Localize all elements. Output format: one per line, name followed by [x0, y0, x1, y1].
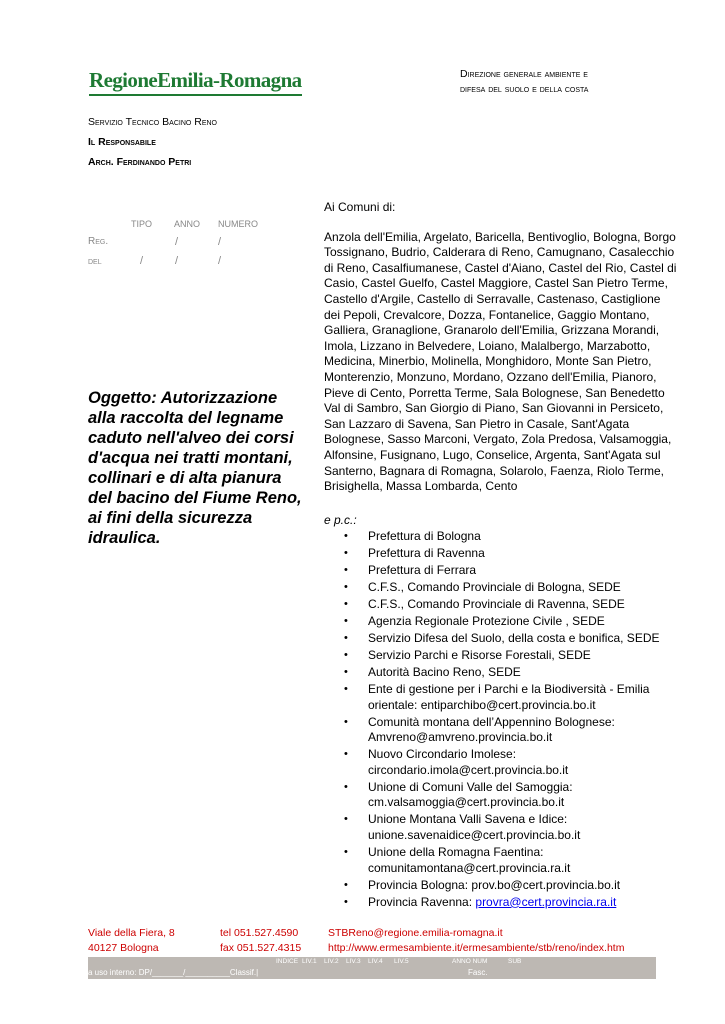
- reg-label: Reg.: [88, 236, 109, 247]
- cc-item-text: Ente di gestione per i Parchi e la Biodiversità - Emilia orientale: entiparchibo@cert.provincia.bo.it: [368, 682, 650, 712]
- responsabile-name: Arch. Ferdinando Petri: [88, 156, 192, 168]
- footer-phone: [220, 926, 301, 956]
- cc-item-text: Prefettura di Ravenna: [368, 546, 485, 561]
- del-slash-3: /: [218, 255, 222, 267]
- grey-liv2: LIV.2: [324, 958, 339, 965]
- servizio-block: [88, 112, 217, 172]
- bullet-icon: •: [344, 564, 348, 577]
- direzione-line-1: Direzione generale ambiente e: [460, 68, 588, 80]
- internal-use-bar: [88, 957, 656, 979]
- cc-item-text: Nuovo Circondario Imolese: circondario.imola@cert.provincia.bo.it: [368, 747, 569, 777]
- cc-list: [324, 529, 678, 910]
- cc-item-text: C.F.S., Comando Provinciale di Ravenna, SEDE: [368, 597, 625, 612]
- recipients-intro: Ai Comuni di:: [324, 200, 396, 214]
- provincia-ravenna-email-link[interactable]: provra@cert.provincia.ra.it: [475, 894, 617, 909]
- comuni-list: Anzola dell'Emilia, Argelato, Baricella, Bentivoglio, Bologna, Borgo Tossignano, Budrio, Calderara di Reno, Camugnano, Casalecchio di Reno, Casalfiumanese, Castel d'Aiano, Castel del Rio, Castel di Casio, Castel Guelfo, Castel Maggiore, Castel San Pietro Terme, Castello d'Argile, Castello di Serravalle, Castenaso, Castiglione dei Pepoli, Crevalcore, Dozza, Fontanelice, Gaggio Montano, Galliera, Granaglione, Granarolo dell'Emilia, Grizzana Morandi, Imola, Lizzano in Belvedere, Loiano, Malalbergo, Marzabotto, Medicina, Minerbio, Molinella, Monghidoro, Monte San Pietro, Monterenzio, Monzuno, Mordano, Ozzano dell'Emilia, Pianoro, Pieve di Cento, Porretta Terme, Sala Bolognese, San Benedetto Val di Sambro, San Giorgio di Piano, San Giovanni in Persiceto, San Lazzaro di Savena, San Pietro in Casale, Sant'Agata Bolognese, Sasso Marconi, Vergato, Zola Predosa, Valsamoggia, Alfonsine, Fusignano, Lugo, Conselice, Argenta, Sant'Agata sul Santerno, Bagnara di Romagna, Solarolo, Faenza, Riolo Terme, Brisighella, Massa Lombarda, Cento: [324, 229, 677, 494]
- cc-item-text: Provincia Ravenna:: [368, 894, 476, 909]
- bullet-icon: •: [344, 581, 348, 594]
- cc-item: [324, 747, 678, 778]
- del-slash-1: /: [140, 255, 144, 267]
- cc-item-text: Provincia Bologna: prov.bo@cert.provincia.bo.it: [368, 877, 621, 892]
- bullet-icon: •: [344, 780, 348, 793]
- cc-item: [324, 546, 678, 562]
- footer-address-line-1: Viale della Fiera, 8: [88, 927, 175, 939]
- grey-fasc: Fasc.: [468, 968, 488, 977]
- direzione-line-2: difesa del suolo e della costa: [460, 83, 589, 95]
- bullet-icon: •: [344, 683, 348, 696]
- grey-indice: INDICE: [276, 958, 299, 965]
- cc-item: [324, 682, 678, 713]
- logo-text: RegioneEmilia-Romagna: [89, 66, 302, 96]
- bullet-icon: •: [344, 530, 348, 543]
- cc-item-text: Prefettura di Bologna: [368, 529, 481, 544]
- bullet-icon: •: [344, 598, 348, 611]
- direzione-header: [460, 67, 588, 97]
- col-numero: NUMERO: [218, 219, 258, 229]
- cc-item-text: C.F.S., Comando Provinciale di Bologna, SEDE: [368, 580, 621, 595]
- footer-fax: fax 051.527.4315: [220, 942, 302, 954]
- cc-item: [324, 529, 678, 545]
- cc-item-text: Comunità montana dell’Appennino Bolognese: Amvreno@amvreno.provincia.bo.it: [368, 714, 615, 745]
- grey-liv3: LIV.3: [346, 958, 361, 965]
- cc-item-text: Unione Montana Valli Savena e Idice: unione.savenaidice@cert.provincia.bo.it: [368, 812, 581, 843]
- cc-item: [324, 812, 678, 843]
- cc-item-text: Servizio Difesa del Suolo, della costa e bonifica, SEDE: [368, 631, 660, 646]
- col-anno: ANNO: [174, 219, 201, 229]
- cc-item-text: Unione della Romagna Faentina: comunitamontana@cert.provincia.ra.it: [368, 845, 571, 875]
- cc-item: [324, 845, 678, 876]
- grey-sub: SUB: [508, 958, 522, 965]
- footer-email[interactable]: STBReno@regione.emilia-romagna.it: [328, 927, 503, 939]
- cc-item-text: Autorità Bacino Reno, SEDE: [368, 665, 521, 680]
- grey-anno-num: ANNO NUM: [452, 958, 488, 965]
- bullet-icon: •: [344, 632, 348, 645]
- del-label: del: [88, 256, 102, 267]
- reg-slash-2: /: [218, 236, 222, 248]
- bullet-icon: •: [344, 846, 348, 859]
- cc-item: [324, 878, 678, 894]
- bullet-icon: •: [344, 878, 348, 891]
- bullet-icon: •: [344, 813, 348, 826]
- bullet-icon: •: [344, 547, 348, 560]
- cc-item: [324, 563, 678, 579]
- grey-liv5: LIV.5: [394, 958, 409, 965]
- reg-slash-1: /: [175, 236, 179, 248]
- bullet-icon: •: [344, 666, 348, 679]
- cc-item: [324, 715, 678, 746]
- cc-item: [324, 665, 678, 681]
- footer-address-line-2: 40127 Bologna: [88, 942, 159, 954]
- cc-item: [324, 780, 678, 811]
- cc-item: [324, 597, 678, 613]
- regione-logo: [86, 66, 302, 96]
- cc-item-text: Prefettura di Ferrara: [368, 563, 477, 578]
- bullet-icon: •: [344, 649, 348, 662]
- col-tipo: TIPO: [131, 219, 153, 229]
- bullet-icon: •: [344, 615, 348, 628]
- cc-item: [324, 631, 678, 647]
- del-slash-2: /: [175, 255, 179, 267]
- cc-item-text: Servizio Parchi e Risorse Forestali, SEDE: [368, 648, 591, 663]
- cc-item: [324, 614, 678, 630]
- cc-item: [324, 648, 678, 664]
- bullet-icon: •: [344, 748, 348, 761]
- servizio-name: Servizio Tecnico Bacino Reno: [88, 116, 218, 128]
- grey-liv1: LIV.1: [302, 958, 317, 965]
- bullet-icon: •: [344, 895, 348, 908]
- footer-contacts: [328, 926, 624, 956]
- footer-tel: tel 051.527.4590: [220, 927, 299, 939]
- cc-item-text: Agenzia Regionale Protezione Civile , SEDE: [368, 614, 605, 629]
- cc-item: [324, 895, 678, 911]
- footer-url[interactable]: http://www.ermesambiente.it/ermesambiente/stb/reno/index.htm: [328, 942, 625, 954]
- cc-item-text: Unione di Comuni Valle del Samoggia: cm.valsamoggia@cert.provincia.bo.it: [368, 779, 573, 810]
- responsabile-label: Il Responsabile: [88, 136, 156, 148]
- oggetto-subject: Oggetto: Autorizzazione alla raccolta del legname caduto nell'alveo dei corsi d'acqua nei tratti montani, collinari e di alta pianura del bacino del Fiume Reno, ai fini della sicurezza idraulica.: [88, 389, 302, 547]
- cc-item: [324, 580, 678, 596]
- bullet-icon: •: [344, 715, 348, 728]
- footer-address: [88, 926, 175, 956]
- epc-label: e p.c.:: [324, 512, 357, 527]
- grey-uso-interno: a uso interno: DP/_______/__________Classif.|: [88, 968, 259, 977]
- grey-liv4: LIV.4: [368, 958, 383, 965]
- recipients-block: [324, 200, 678, 912]
